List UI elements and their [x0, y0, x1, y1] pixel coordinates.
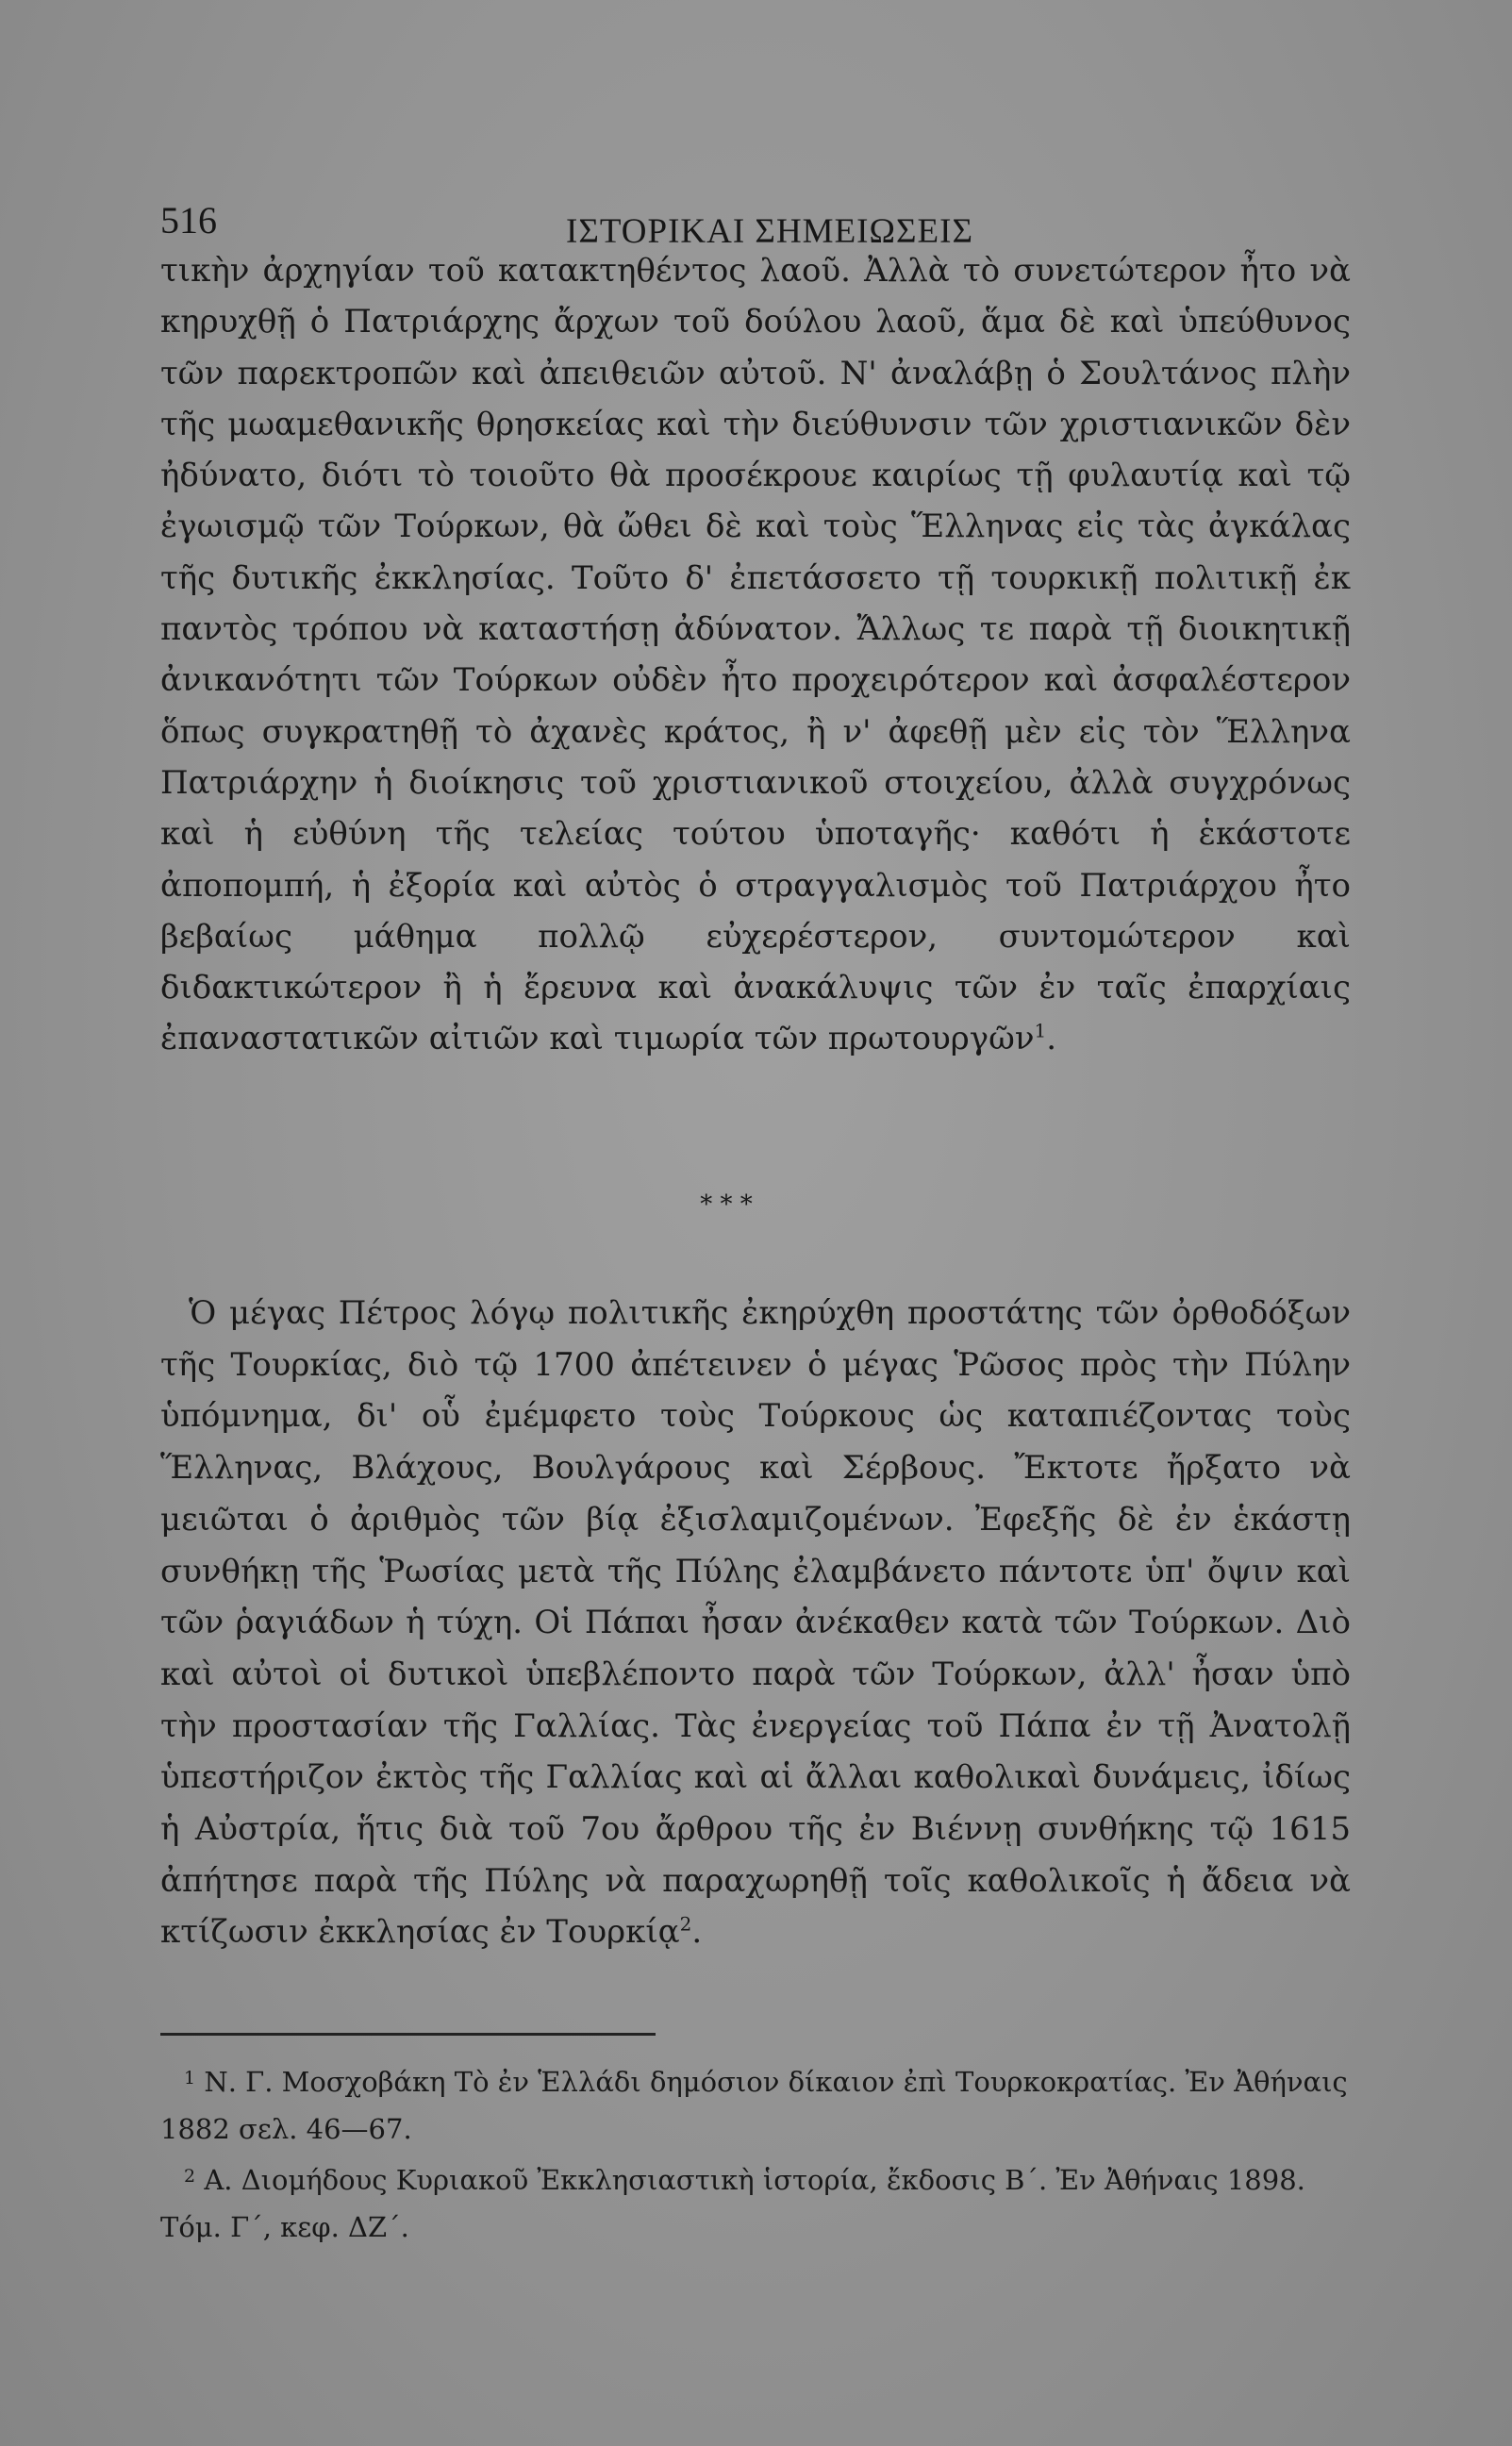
footnotes	[160, 2055, 1351, 2251]
footnote-text: Α. Διομήδους Κυριακοῦ Ἐκκλησιαστικὴ ἱστορία, ἔκδοσις Β΄. Ἐν Ἀθήναις 1898. Τόμ. Γ΄, κεφ. ΔΖ΄.	[160, 2164, 1305, 2243]
paragraph-text: Ὁ μέγας Πέτρος λόγῳ πολιτικῆς ἐκηρύχθη προστάτης τῶν ὀρθοδόξων τῆς Τουρκίας, διὸ τῷ 1700 ἀπέτεινεν ὁ μέγας Ῥῶσος πρὸς τὴν Πύλην ὑπόμνημα, δι' οὗ ἐμέμφετο τοὺς Τούρκους ὡς καταπιέζοντας τοὺς Ἕλληνας, Βλάχους, Βουλγάρους καὶ Σέρβους. Ἔκτοτε ἤρξατο νὰ μειῶται ὁ ἀριθμὸς τῶν βίᾳ ἐξισλαμιζομένων. Ἐφεξῆς δὲ ἐν ἑκάστῃ συνθήκῃ τῆς Ῥωσίας μετὰ τῆς Πύλης ἐλαμβάνετο πάντοτε ὑπ' ὄψιν καὶ τῶν ῥαγιάδων ἡ τύχη. Οἱ Πάπαι ἦσαν ἀνέκαθεν κατὰ τῶν Τούρκων. Διὸ καὶ αὐτοὶ οἱ δυτικοὶ ὑπεβλέποντο παρὰ τῶν Τούρκων, ἀλλ' ἦσαν ὑπὸ τὴν προστασίαν τῆς Γαλλίας. Τὰς ἐνεργείας τοῦ Πάπα ἐν τῇ Ἀνατολῇ ὑπεστήριζον ἐκτὸς τῆς Γαλλίας καὶ αἱ ἄλλαι καθολικαὶ δυνάμεις, ἰδίως ἡ Αὐστρία, ἥτις διὰ τοῦ 7ου ἄρθρου τῆς ἐν Βιέννῃ συνθήκης τῷ 1615 ἀπήτησε παρὰ τῆς Πύλης νὰ παραχωρηθῇ τοῖς καθολικοῖς ἡ ἄδεια νὰ κτίζωσιν ἐκκλησίας ἐν Τουρκίᾳ	[160, 1294, 1351, 1952]
paragraph	[160, 1288, 1351, 1958]
paragraph-end: .	[1046, 1020, 1057, 1058]
footnote-rule	[160, 2033, 656, 2036]
body-text-bottom	[160, 1288, 1351, 1958]
footnote-mark: 1	[184, 2068, 196, 2088]
footnote-ref: 2	[679, 1913, 692, 1937]
page-number: 516	[160, 199, 217, 241]
footnote-text: Ν. Γ. Μοσχοβάκη Τὸ ἐν Ἑλλάδι δημόσιον δίκαιον ἐπὶ Τουρκοκρατίας. Ἐν Ἀθήναις 1882 σελ. 46—67.	[160, 2066, 1348, 2145]
paragraph-text: τικὴν ἀρχηγίαν τοῦ κατακτηθέντος λαοῦ. Ἀλλὰ τὸ συνετώτερον ἦτο νὰ κηρυχθῇ ὁ Πατριάρχης ἄρχων τοῦ δούλου λαοῦ, ἅμα δὲ καὶ ὑπεύθυνος τῶν παρεκτροπῶν καὶ ἀπειθειῶν αὐτοῦ. Ν' ἀναλάβῃ ὁ Σουλτάνος πλὴν τῆς μωαμεθανικῆς θρησκείας καὶ τὴν διεύθυνσιν τῶν χριστιανικῶν δὲν ἠδύνατο, διότι τὸ τοιοῦτο θὰ προσέκρουε καιρίως τῇ φυλαυτίᾳ καὶ τῷ ἐγωισμῷ τῶν Τούρκων, θὰ ὤθει δὲ καὶ τοὺς Ἕλληνας εἰς τὰς ἀγκάλας τῆς δυτικῆς ἐκκλησίας. Τοῦτο δ' ἐπετάσσετο τῇ τουρκικῇ πολιτικῇ ἐκ παντὸς τρόπου νὰ καταστήσῃ ἀδύνατον. Ἄλλως τε παρὰ τῇ διοικητικῇ ἀνικανότητι τῶν Τούρκων οὐδὲν ἦτο προχειρότερον καὶ ἀσφαλέστερον ὅπως συγκρατηθῇ τὸ ἀχανὲς κράτος, ἢ ν' ἀφεθῇ μὲν εἰς τὸν Ἕλληνα Πατριάρχην ἡ διοίκησις τοῦ χριστιανικοῦ στοιχείου, ἀλλὰ συγχρόνως καὶ ἡ εὐθύνη τῆς τελείας τούτου ὑποταγῆς· καθότι ἡ ἑκάστοτε ἀποπομπή, ἡ ἐξορία καὶ αὐτὸς ὁ στραγγαλισμὸς τοῦ Πατριάρχου ἦτο βεβαίως μάθημα πολλῷ εὐχερέστερον, συντομώτερον καὶ διδακτικώτερον ἢ ἡ ἔρευνα καὶ ἀνακάλυψις τῶν ἐν ταῖς ἐπαρχίαις ἐπαναστατικῶν αἰτιῶν καὶ τιμωρία τῶν πρωτουργῶν	[160, 252, 1351, 1058]
footnote-ref: 1	[1034, 1020, 1047, 1043]
footnote	[160, 2055, 1351, 2153]
running-head: ΙΣΤΟΡΙΚΑΙ ΣΗΜΕΙΩΣΕΙΣ	[566, 212, 973, 251]
footnote-mark: 2	[184, 2166, 196, 2187]
paragraph	[160, 245, 1351, 1065]
body-text-top	[160, 245, 1351, 1065]
section-break: * * *	[700, 1190, 753, 1219]
footnote	[160, 2153, 1351, 2251]
paragraph-end: .	[691, 1913, 703, 1952]
